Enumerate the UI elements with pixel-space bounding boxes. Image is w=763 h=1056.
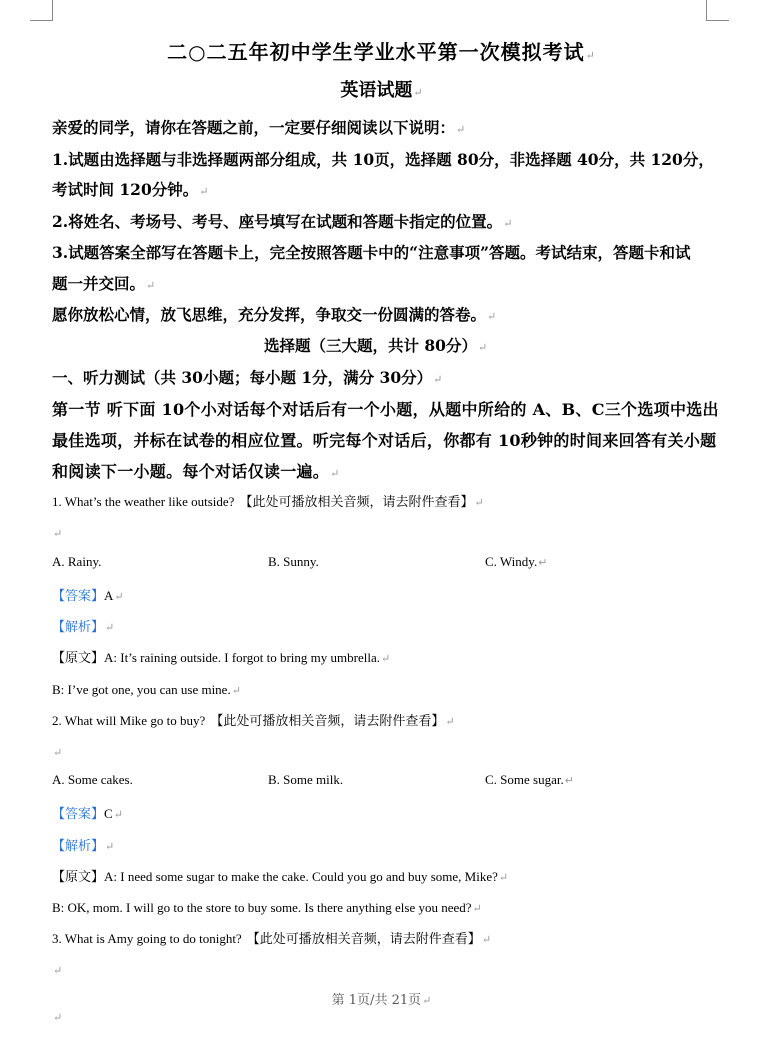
part-desc-line-1: 第一节 听下面 10个小对话每个对话后有一个小题，从题中所给的 A、B、C三个选项中选出 [52, 400, 719, 419]
blank-line: ↵ [53, 964, 63, 977]
crop-mark-top-left [30, 0, 53, 21]
question-1-option-c: C. Windy.↵ [485, 554, 548, 569]
intro-item-1: 1.试题由选择题与非选择题两部分组成，共 10页，选择题 80分，非选择题 40分，共 120分， [52, 150, 714, 169]
exam-subtitle: 英语试题↵ [340, 80, 423, 101]
blank-line: ↵ [53, 1011, 63, 1024]
question-2-stem: 2. What will Mike go to buy? 【此处可播放相关音频，请去附件查看】↵ [52, 713, 455, 729]
question-1-answer: 【答案】A↵ [52, 588, 124, 604]
intro-item-3-cont: 题一并交回。↵ [52, 274, 156, 293]
section-heading: 选择题（三大题，共计 80分）↵ [264, 336, 488, 355]
intro-item-2: 2.将姓名、考场号、考号、座号填写在试题和答题卡指定的位置。↵ [52, 212, 513, 231]
question-1-option-b: B. Sunny. [268, 554, 319, 569]
question-1-stem: 1. What’s the weather like outside? 【此处可播放相关音频，请去附件查看】↵ [52, 494, 484, 510]
intro-item-1-cont: 考试时间 120分钟。↵ [52, 180, 209, 199]
exam-title: 二○二五年初中学生学业水平第一次模拟考试↵ [167, 40, 596, 64]
question-1-analysis: 【解析】↵ [52, 620, 115, 635]
question-2-analysis: 【解析】↵ [52, 839, 115, 854]
question-1-option-a: A. Rainy. [52, 554, 102, 569]
audio-note[interactable]: 【此处可播放相关音频，请去附件查看】 [246, 932, 481, 947]
question-2-option-a: A. Some cakes. [52, 772, 133, 787]
intro-wish: 愿你放松心情，放飞思维，充分发挥，争取交一份圆满的答卷。↵ [52, 305, 497, 324]
blank-line: ↵ [53, 746, 63, 759]
question-1-original: 【原文】A: It’s raining outside. I forgot to bring my umbrella.↵ [52, 650, 391, 666]
question-2-option-b: B. Some milk. [268, 772, 344, 787]
part-desc-line-2: 最佳选项，并标在试卷的相应位置。听完每个对话后，你都有 10秒钟的时间来回答有关小题 [52, 431, 717, 450]
part-desc-line-3: 和阅读下一小题。每个对话仅读一遍。↵ [52, 462, 340, 481]
intro-item-3: 3.试题答案全部写在答题卡上，完全按照答题卡中的“注意事项”答题。考试结束，答题卡和试 [52, 243, 691, 262]
question-2-option-c: C. Some sugar.↵ [485, 772, 574, 787]
audio-note[interactable]: 【此处可播放相关音频，请去附件查看】 [239, 495, 474, 510]
audio-note[interactable]: 【此处可播放相关音频，请去附件查看】 [210, 714, 445, 729]
part-heading: 一、听力测试（共 30小题；每小题 1分，满分 30分）↵ [52, 368, 443, 387]
question-2-answer: 【答案】C↵ [52, 806, 123, 822]
question-3-stem: 3. What is Amy going to do tonight? 【此处可播放相关音频，请去附件查看】↵ [52, 931, 492, 947]
page-footer: 第 1页/共 21页↵ [331, 993, 432, 1008]
intro-greeting: 亲爱的同学，请你在答题之前，一定要仔细阅读以下说明：↵ [52, 118, 466, 137]
crop-mark-top-right [706, 0, 729, 21]
question-2-dialogue-b: B: OK, mom. I will go to the store to buy some. Is there anything else you need?↵ [52, 900, 482, 915]
question-1-dialogue-b: B: I’ve got one, you can use mine.↵ [52, 682, 241, 697]
blank-line: ↵ [53, 527, 63, 540]
question-2-original: 【原文】A: I need some sugar to make the cake. Could you go and buy some, Mike?↵ [52, 869, 509, 885]
